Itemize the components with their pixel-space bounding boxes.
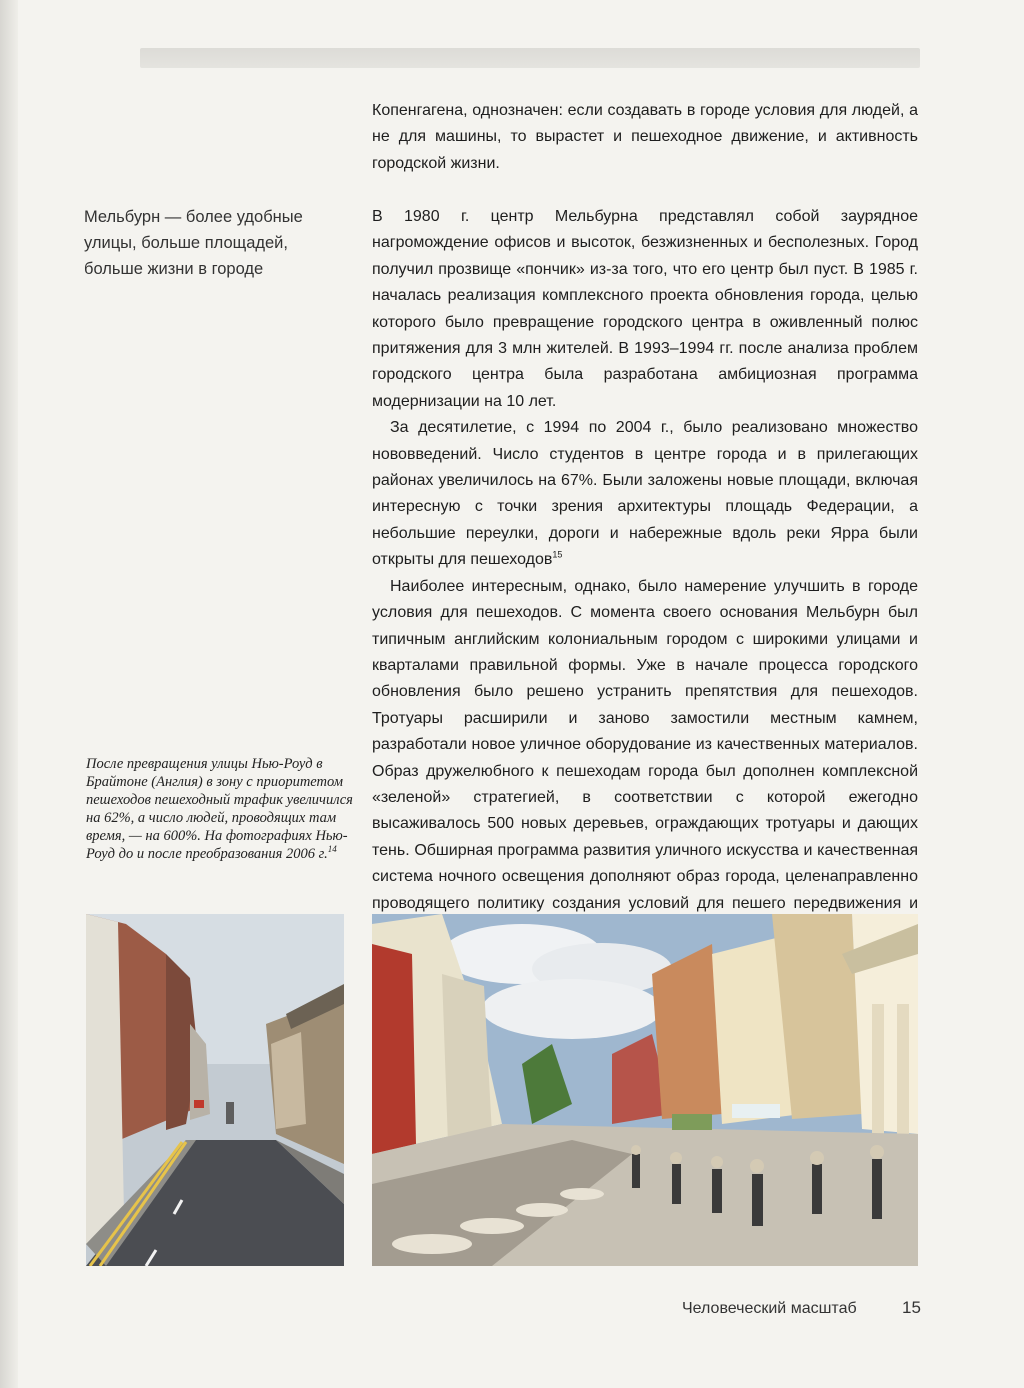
- bleed-through-heading: [140, 48, 920, 68]
- caption-text: После превращения улицы Нью-Роуд в Брайтоне (Англия) в зону с приоритетом пешеходов пешеходный трафик увеличился на 62%, а число людей, проводящих там время, — на 600%. На фотографиях Нью-Роуд до и после преобразования 2006 г.: [86, 756, 353, 862]
- photo-new-road-before: [86, 914, 344, 1266]
- photo-caption: [86, 755, 356, 863]
- side-heading: Мельбурн — более удобные улицы, больше площадей, больше жизни в городе: [84, 208, 303, 278]
- page-number: 15: [902, 1298, 921, 1317]
- paragraph-melbourne-1980: В 1980 г. центр Мельбурна представлял собой заурядное нагромождение офисов и высоток, безжизненных и бесполезных. Город получил прозвище «пончик» из-за того, что его центр был пуст. В 1985 г. началась реализация комплексного проекта обновления города, целью которого было превращение городского центра в оживленный полюс притяжения для 3 млн жителей. В 1993–1994 гг. после анализа проблем городского центра была разработана амбициозная программа модернизации на 10 лет.: [372, 208, 918, 410]
- paragraph-pedestrians: Наиболее интересным, однако, было намерение улучшить в городе условия для пешеходов. С момента своего основания Мельбурн был типичным английским колониальным городом с широкими улицами и кварталами правильной формы. Уже в начале процесса городского обновления было решено устранить препятствия для пешеходов. Тротуары расширили и заново замостили местным камнем, разработали новое уличное оборудование из качественных материалов. Образ дружелюбного к пешеходам города был дополнен комплексной «зеленой» стратегией, в соответствии с которой ежегодно высаживалось 500 новых деревьев, ограждающих тротуары и дающих тень. Обширная программа развития уличного искусства и качественная система ночного освещения дополняют образ города, целенаправленно проводящего политику создания условий для пешего передвижения и: [372, 577, 918, 912]
- running-footer-title: Человеческий масштаб: [682, 1300, 857, 1317]
- paragraph-decade-text: За десятилетие, с 1994 по 2004 г., было реализовано множество нововведений. Число студентов в центре города и в прилегающих районах увеличилось на 67%. Были заложены новые площади, включая интересную с точки зрения архитектуры площадь Федерации, а небольшие переулки, дороги и набережные вдоль реки Ярра были открыты для пешеходов: [372, 419, 918, 569]
- intro-paragraph: Копенгагена, однозначен: если создавать в городе условия для людей, а не для машины, то вырастет и пешеходное движение, и активность городской жизни.: [372, 102, 918, 172]
- paragraph-decade: [372, 415, 918, 573]
- page-edge: [0, 0, 18, 1388]
- street-before-illustration: [86, 914, 344, 1266]
- main-text-column: [372, 204, 918, 943]
- street-after-illustration: [372, 914, 918, 1266]
- footnote-ref-15: 15: [552, 549, 563, 560]
- photo-new-road-after: [372, 914, 918, 1266]
- footnote-ref-14: 14: [327, 844, 337, 855]
